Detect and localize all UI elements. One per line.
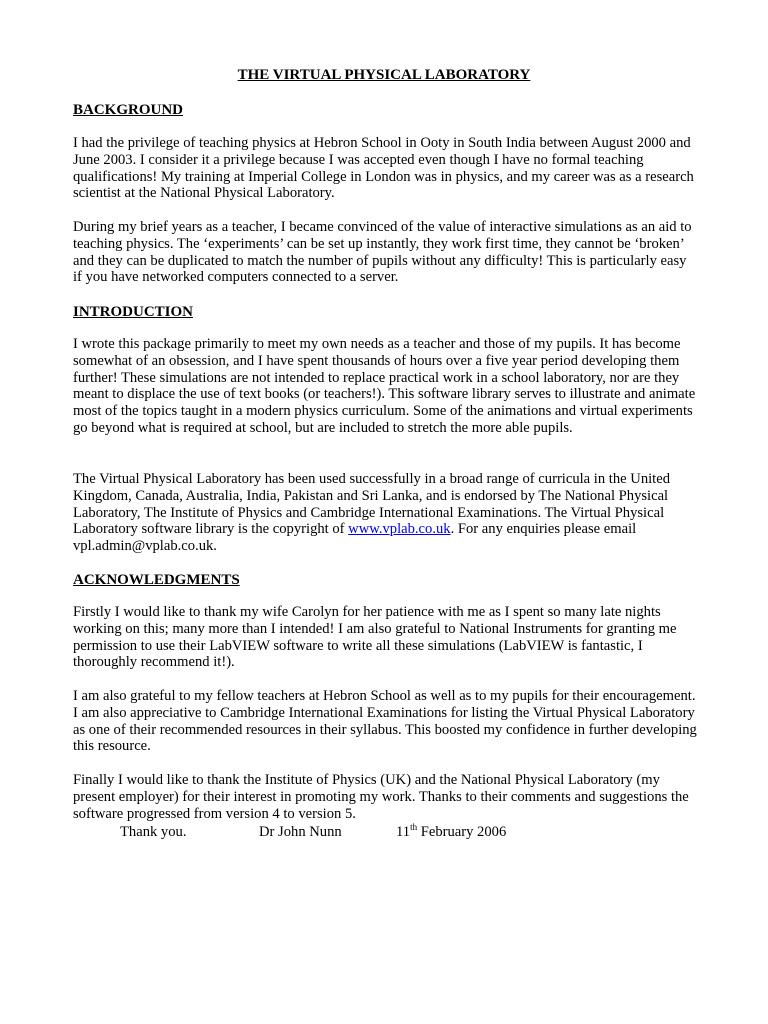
signoff-date-suffix: th	[410, 822, 418, 832]
vplab-website-link[interactable]: www.vplab.co.uk	[348, 521, 451, 538]
signoff-date-day: 11	[396, 824, 411, 840]
introduction-paragraph-2	[73, 471, 698, 555]
introduction-paragraph-2-tail: . For any enquiries please email vpl.admin@vplab.co.uk.	[73, 521, 637, 555]
document-title: THE VIRTUAL PHYSICAL LABORATORY	[237, 67, 531, 83]
heading-background: BACKGROUND	[73, 102, 184, 118]
acknowledgments-paragraph-2: I am also grateful to my fellow teachers at Hebron School as well as to my pupils for their encouragement. I am also appreciative to Cambridge International Examinations for listing the Virtual Physical Laboratory as one of their recommended resources in their syllabus. This boosted my confidence in further developing this resource.	[73, 688, 697, 755]
signoff-thanks: Thank you.	[120, 824, 187, 840]
background-paragraph-2: During my brief years as a teacher, I became convinced of the value of interactive simulations as an aid to teaching physics. The ‘experiments’ can be set up instantly, they work first time, they cannot be ‘broken’ and they can be duplicated to match the number of pupils without any difficulty! This is particularly easy if you have networked computers connected to a server.	[73, 219, 692, 286]
introduction-paragraph-2-text: The Virtual Physical Laboratory has been used successfully in a broad range of curricula in the United Kingdom, Canada, Australia, India, Pakistan and Sri Lanka, and is endorsed by The National Physical Laboratory, The Institute of Physics and Cambridge International Examinations. The Virtual Physical Laboratory software library is the copyright of	[73, 471, 671, 538]
signoff-date-rest: February 2006	[417, 824, 507, 840]
signoff-line	[0, 824, 768, 842]
heading-introduction: INTRODUCTION	[73, 304, 194, 320]
introduction-paragraph-1: I wrote this package primarily to meet my own needs as a teacher and those of my pupils. It has become somewhat of an obsession, and I have spent thousands of hours over a five year period developing them further! These simulations are not intended to replace practical work in a school laboratory, nor are they meant to displace the use of text books (or teachers!). This software library serves to illustrate and animate most of the topics taught in a modern physics curriculum. Some of the animations and virtual experiments go beyond what is required at school, but are included to stretch the more able pupils.	[73, 336, 696, 436]
signoff-date	[396, 824, 506, 841]
signoff-author: Dr John Nunn	[259, 824, 342, 840]
heading-acknowledgments: ACKNOWLEDGMENTS	[73, 572, 240, 588]
acknowledgments-paragraph-1: Firstly I would like to thank my wife Carolyn for her patience with me as I spent so many late nights working on this; many more than I intended! I am also grateful to National Instruments for granting me permission to use their LabVIEW software to write all these simulations (LabVIEW is fantastic, I thoroughly recommend it!).	[73, 604, 677, 671]
background-paragraph-1: I had the privilege of teaching physics at Hebron School in Ooty in South India between August 2000 and June 2003. I consider it a privilege because I was accepted even though I have no formal teaching qualifications! My training at Imperial College in London was in physics, and my career was as a research scientist at the National Physical Laboratory.	[73, 135, 694, 202]
acknowledgments-paragraph-3: Finally I would like to thank the Institute of Physics (UK) and the National Physical Laboratory (my present employer) for their interest in promoting my work. Thanks to their comments and suggestions the software progressed from version 4 to version 5.	[73, 772, 689, 822]
